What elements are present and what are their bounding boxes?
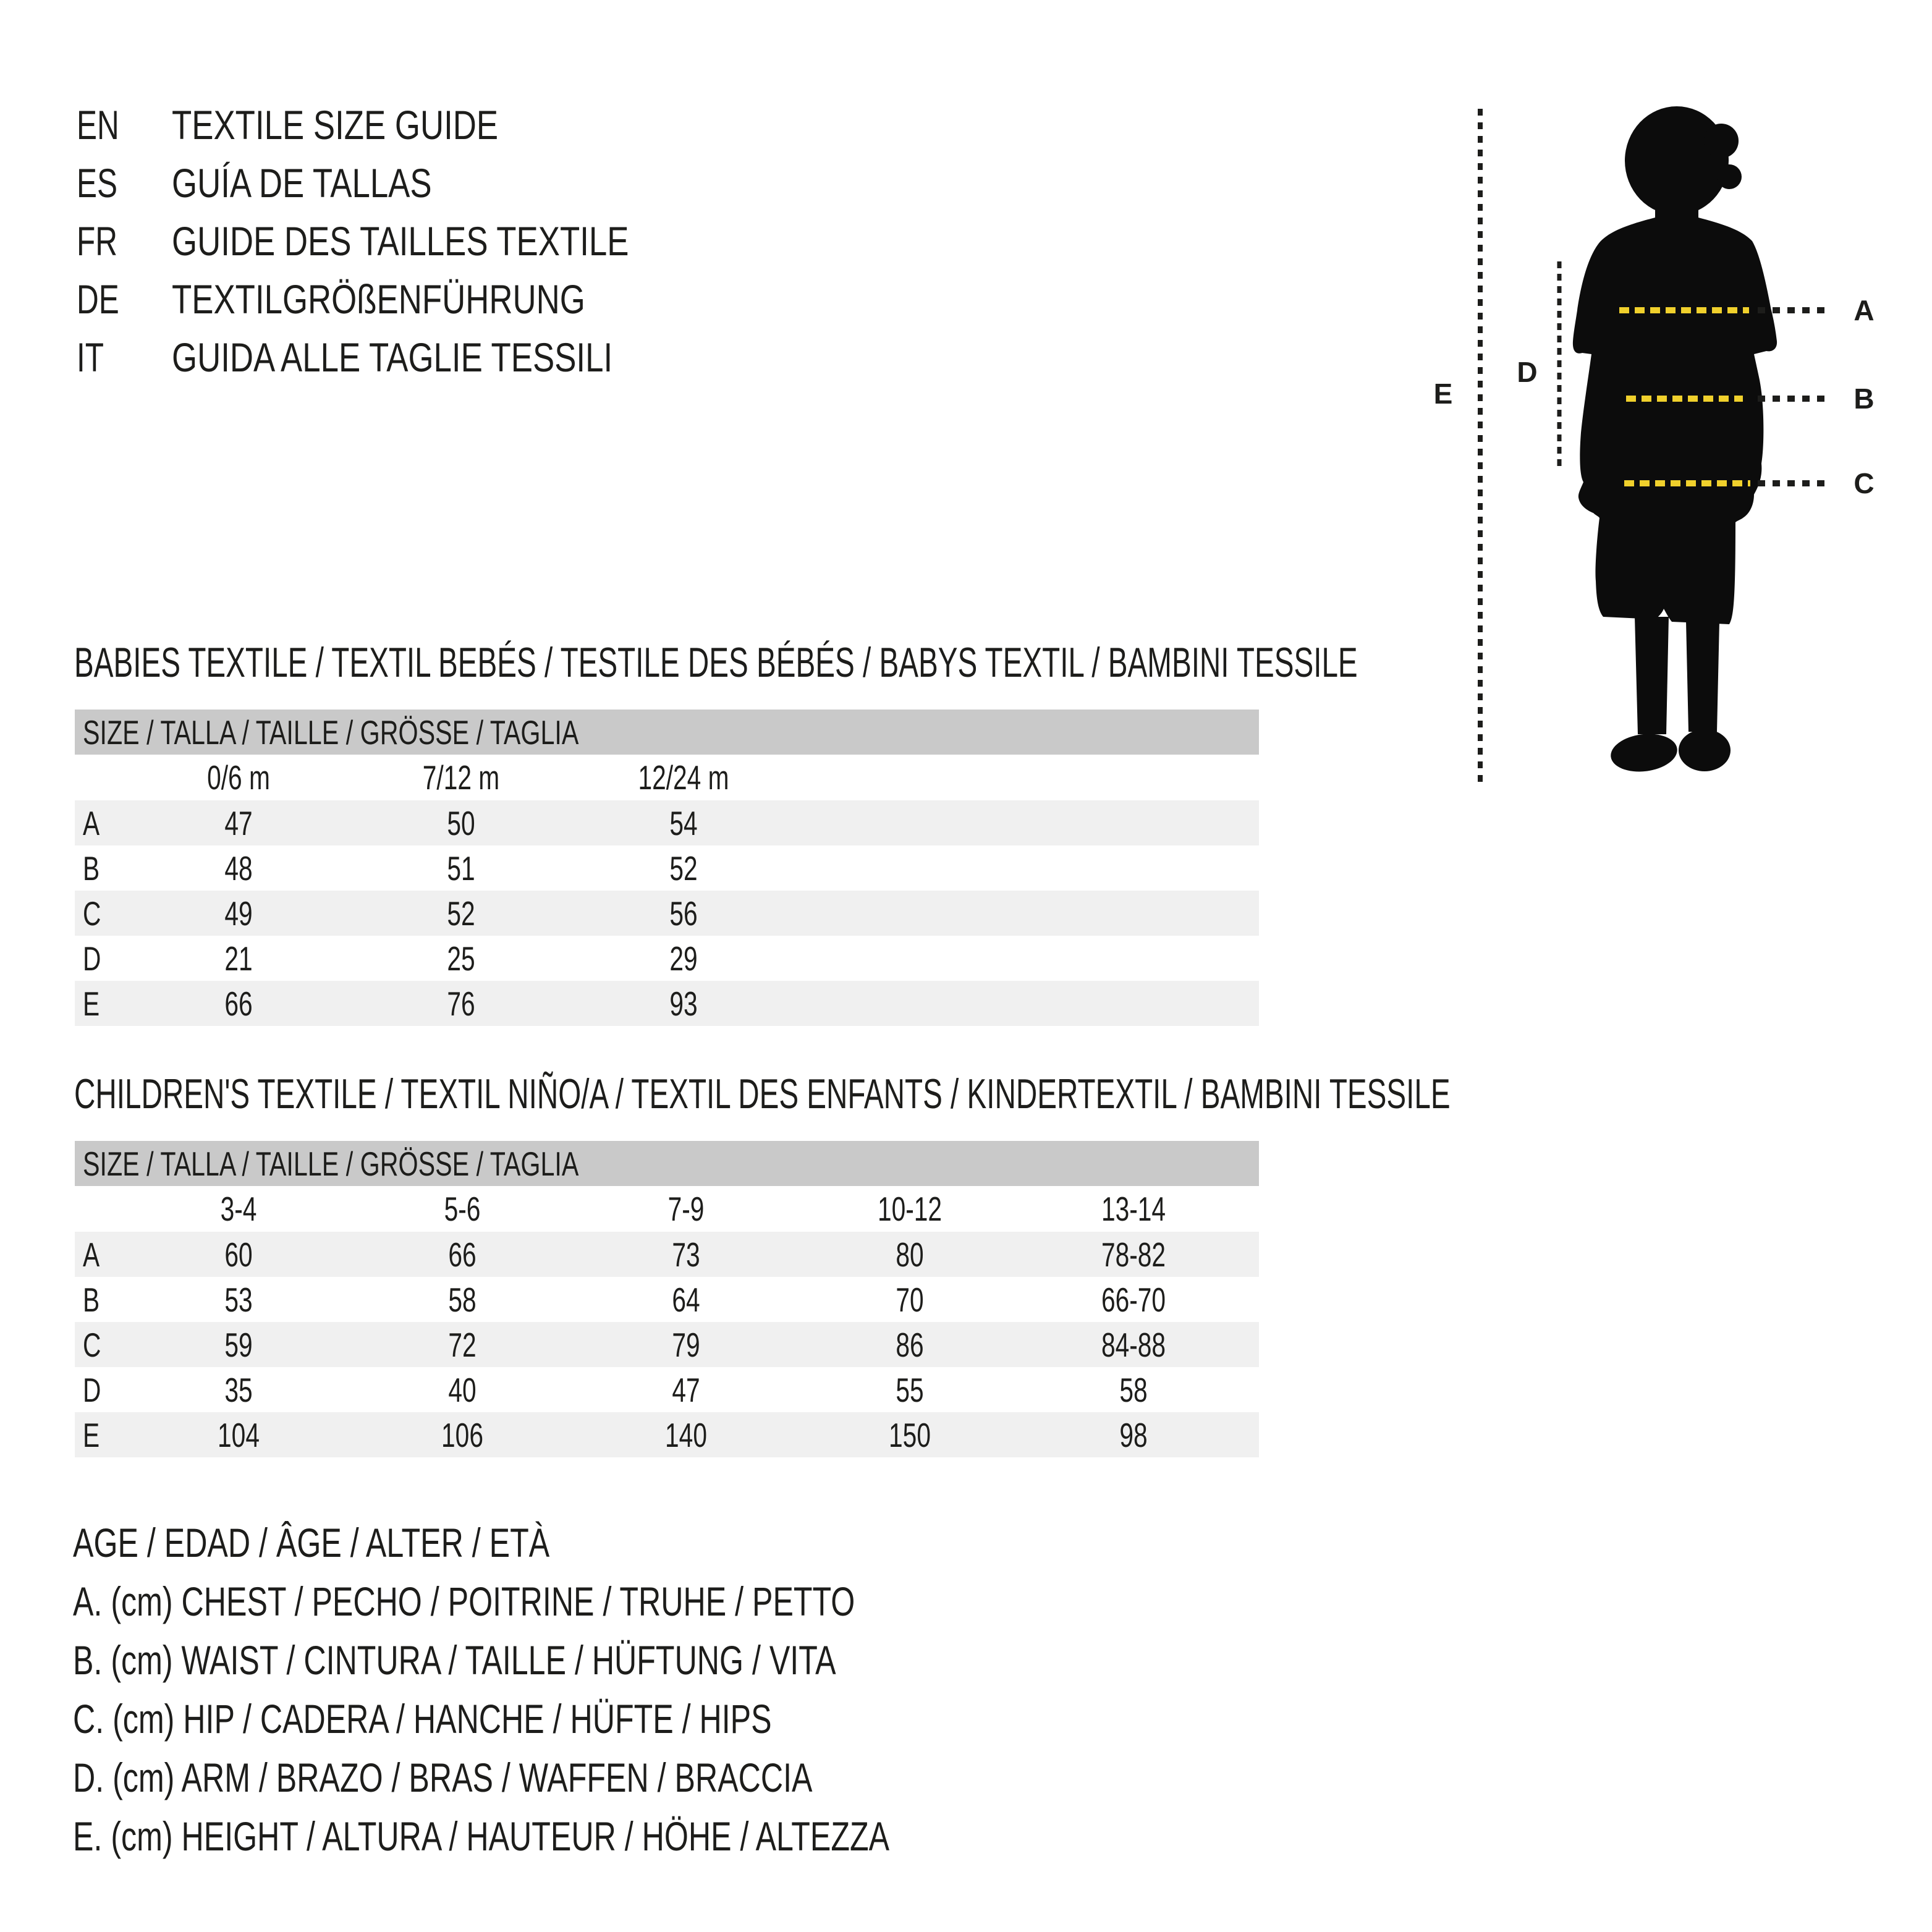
table-row-C	[75, 1322, 1259, 1367]
babies-section-title: BABIES TEXTILE / TEXTIL BEBÉS / TESTILE DES BÉBÉS / BABYS TEXTIL / BAMBINI TESSILE	[74, 639, 1358, 686]
table-row-D	[75, 1367, 1259, 1412]
row-label: B	[83, 849, 100, 888]
column-header: 3-4	[220, 1190, 257, 1228]
table-cell: 106	[441, 1415, 483, 1454]
lang-code: ES	[77, 160, 118, 206]
table-row-D	[75, 936, 1259, 981]
chest-label: A	[1854, 294, 1875, 326]
lang-code: IT	[77, 334, 104, 380]
lang-row-es	[77, 154, 743, 212]
table-cell: 140	[665, 1415, 707, 1454]
lang-code: EN	[77, 102, 119, 148]
row-label: A	[83, 1235, 100, 1274]
table-cell: 40	[448, 1370, 477, 1409]
row-label: C	[83, 894, 101, 933]
table-cell: 72	[448, 1325, 477, 1364]
lang-code: DE	[77, 276, 119, 322]
legend-height: E. (cm) HEIGHT / ALTURA / HAUTEUR / HÖHE / ALTEZZA	[73, 1813, 890, 1859]
table-cell: 56	[669, 894, 698, 933]
table-row-A	[75, 800, 1259, 845]
waist-label: B	[1854, 383, 1875, 415]
column-header: 0/6 m	[207, 758, 270, 797]
column-header: 13-14	[1101, 1190, 1166, 1228]
table-cell: 52	[447, 894, 475, 933]
table-cell: 54	[669, 803, 698, 842]
table-row-E	[75, 981, 1259, 1026]
table-cell: 21	[224, 939, 253, 978]
table-cell: 53	[224, 1280, 253, 1319]
lang-row-fr	[77, 212, 743, 270]
table-cell: 66	[224, 984, 253, 1023]
column-header: 10-12	[877, 1190, 943, 1228]
table-cell: 70	[896, 1280, 924, 1319]
babies-size-table	[75, 710, 1259, 1026]
row-label: D	[83, 939, 101, 978]
legend-chest: A. (cm) CHEST / PECHO / POITRINE / TRUHE / PETTO	[73, 1578, 855, 1624]
babies-column-headers	[75, 755, 1259, 800]
legend-arm: D. (cm) ARM / BRAZO / BRAS / WAFFEN / BRACCIA	[73, 1754, 813, 1800]
hip-label: C	[1854, 467, 1875, 499]
measurement-legend	[73, 1513, 1147, 1865]
child-measurement-diagram	[1415, 87, 1932, 803]
table-cell: 25	[447, 939, 475, 978]
table-cell: 76	[447, 984, 475, 1023]
table-cell: 64	[672, 1280, 700, 1319]
table-cell: 50	[447, 803, 475, 842]
children-rows	[75, 1232, 1259, 1457]
children-column-headers	[75, 1186, 1259, 1232]
table-cell: 52	[669, 849, 698, 888]
legend-hip: C. (cm) HIP / CADERA / HANCHE / HÜFTE / HIPS	[73, 1695, 772, 1742]
page-title-en: TEXTILE SIZE GUIDE	[172, 102, 499, 148]
page-title-es: GUÍA DE TALLAS	[172, 160, 432, 206]
children-section-title: CHILDREN'S TEXTILE / TEXTIL NIÑO/A / TEXTIL DES ENFANTS / KINDERTEXTIL / BAMBINI TESSILE	[74, 1070, 1451, 1117]
table-cell: 84-88	[1101, 1325, 1166, 1364]
size-header-label: SIZE / TALLA / TAILLE / GRÖSSE / TAGLIA	[83, 713, 579, 752]
table-cell: 79	[672, 1325, 700, 1364]
table-row-C	[75, 891, 1259, 936]
table-row-B	[75, 1277, 1259, 1322]
table-cell: 104	[218, 1415, 260, 1454]
table-cell: 55	[896, 1370, 924, 1409]
table-cell: 35	[224, 1370, 253, 1409]
row-label: A	[83, 803, 100, 842]
children-size-table	[75, 1141, 1259, 1457]
language-title-block	[77, 96, 743, 386]
table-cell: 78-82	[1101, 1235, 1166, 1274]
table-cell: 48	[224, 849, 253, 888]
column-header: 5-6	[444, 1190, 481, 1228]
table-cell: 47	[224, 803, 253, 842]
height-label: E	[1433, 378, 1453, 410]
table-cell: 66-70	[1101, 1280, 1166, 1319]
table-cell: 29	[669, 939, 698, 978]
table-cell: 98	[1119, 1415, 1148, 1454]
lang-row-it	[77, 328, 743, 386]
table-cell: 47	[672, 1370, 700, 1409]
table-cell: 150	[889, 1415, 931, 1454]
table-cell: 59	[224, 1325, 253, 1364]
page-title-de: TEXTILGRÖßENFÜHRUNG	[172, 276, 585, 322]
legend-waist: B. (cm) WAIST / CINTURA / TAILLE / HÜFTUNG / VITA	[73, 1637, 836, 1683]
table-cell: 58	[1119, 1370, 1148, 1409]
babies-rows	[75, 800, 1259, 1026]
legend-age: AGE / EDAD / ÂGE / ALTER / ETÀ	[73, 1519, 550, 1566]
table-cell: 73	[672, 1235, 700, 1274]
row-label: D	[83, 1370, 101, 1409]
row-label: E	[83, 1415, 100, 1454]
page-title-it: GUIDA ALLE TAGLIE TESSILI	[172, 334, 613, 380]
table-cell: 58	[448, 1280, 477, 1319]
column-header: 7-9	[667, 1190, 705, 1228]
table-cell: 49	[224, 894, 253, 933]
row-label: C	[83, 1325, 101, 1364]
lang-row-de	[77, 270, 743, 328]
table-cell: 80	[896, 1235, 924, 1274]
column-header: 12/24 m	[638, 758, 729, 797]
table-row-A	[75, 1232, 1259, 1277]
column-header: 7/12 m	[422, 758, 500, 797]
table-cell: 66	[448, 1235, 477, 1274]
size-header-label: SIZE / TALLA / TAILLE / GRÖSSE / TAGLIA	[83, 1144, 579, 1183]
table-cell: 93	[669, 984, 698, 1023]
page-title-fr: GUIDE DES TAILLES TEXTILE	[172, 218, 629, 264]
table-row-E	[75, 1412, 1259, 1457]
arm-label: D	[1517, 356, 1538, 388]
children-size-header-bar	[75, 1141, 1259, 1186]
table-row-B	[75, 845, 1259, 891]
table-cell: 86	[896, 1325, 924, 1364]
row-label: B	[83, 1280, 100, 1319]
table-cell: 60	[224, 1235, 253, 1274]
row-label: E	[83, 984, 100, 1023]
lang-code: FR	[77, 218, 117, 264]
lang-row-en	[77, 96, 743, 154]
table-cell: 51	[447, 849, 475, 888]
babies-size-header-bar	[75, 710, 1259, 755]
